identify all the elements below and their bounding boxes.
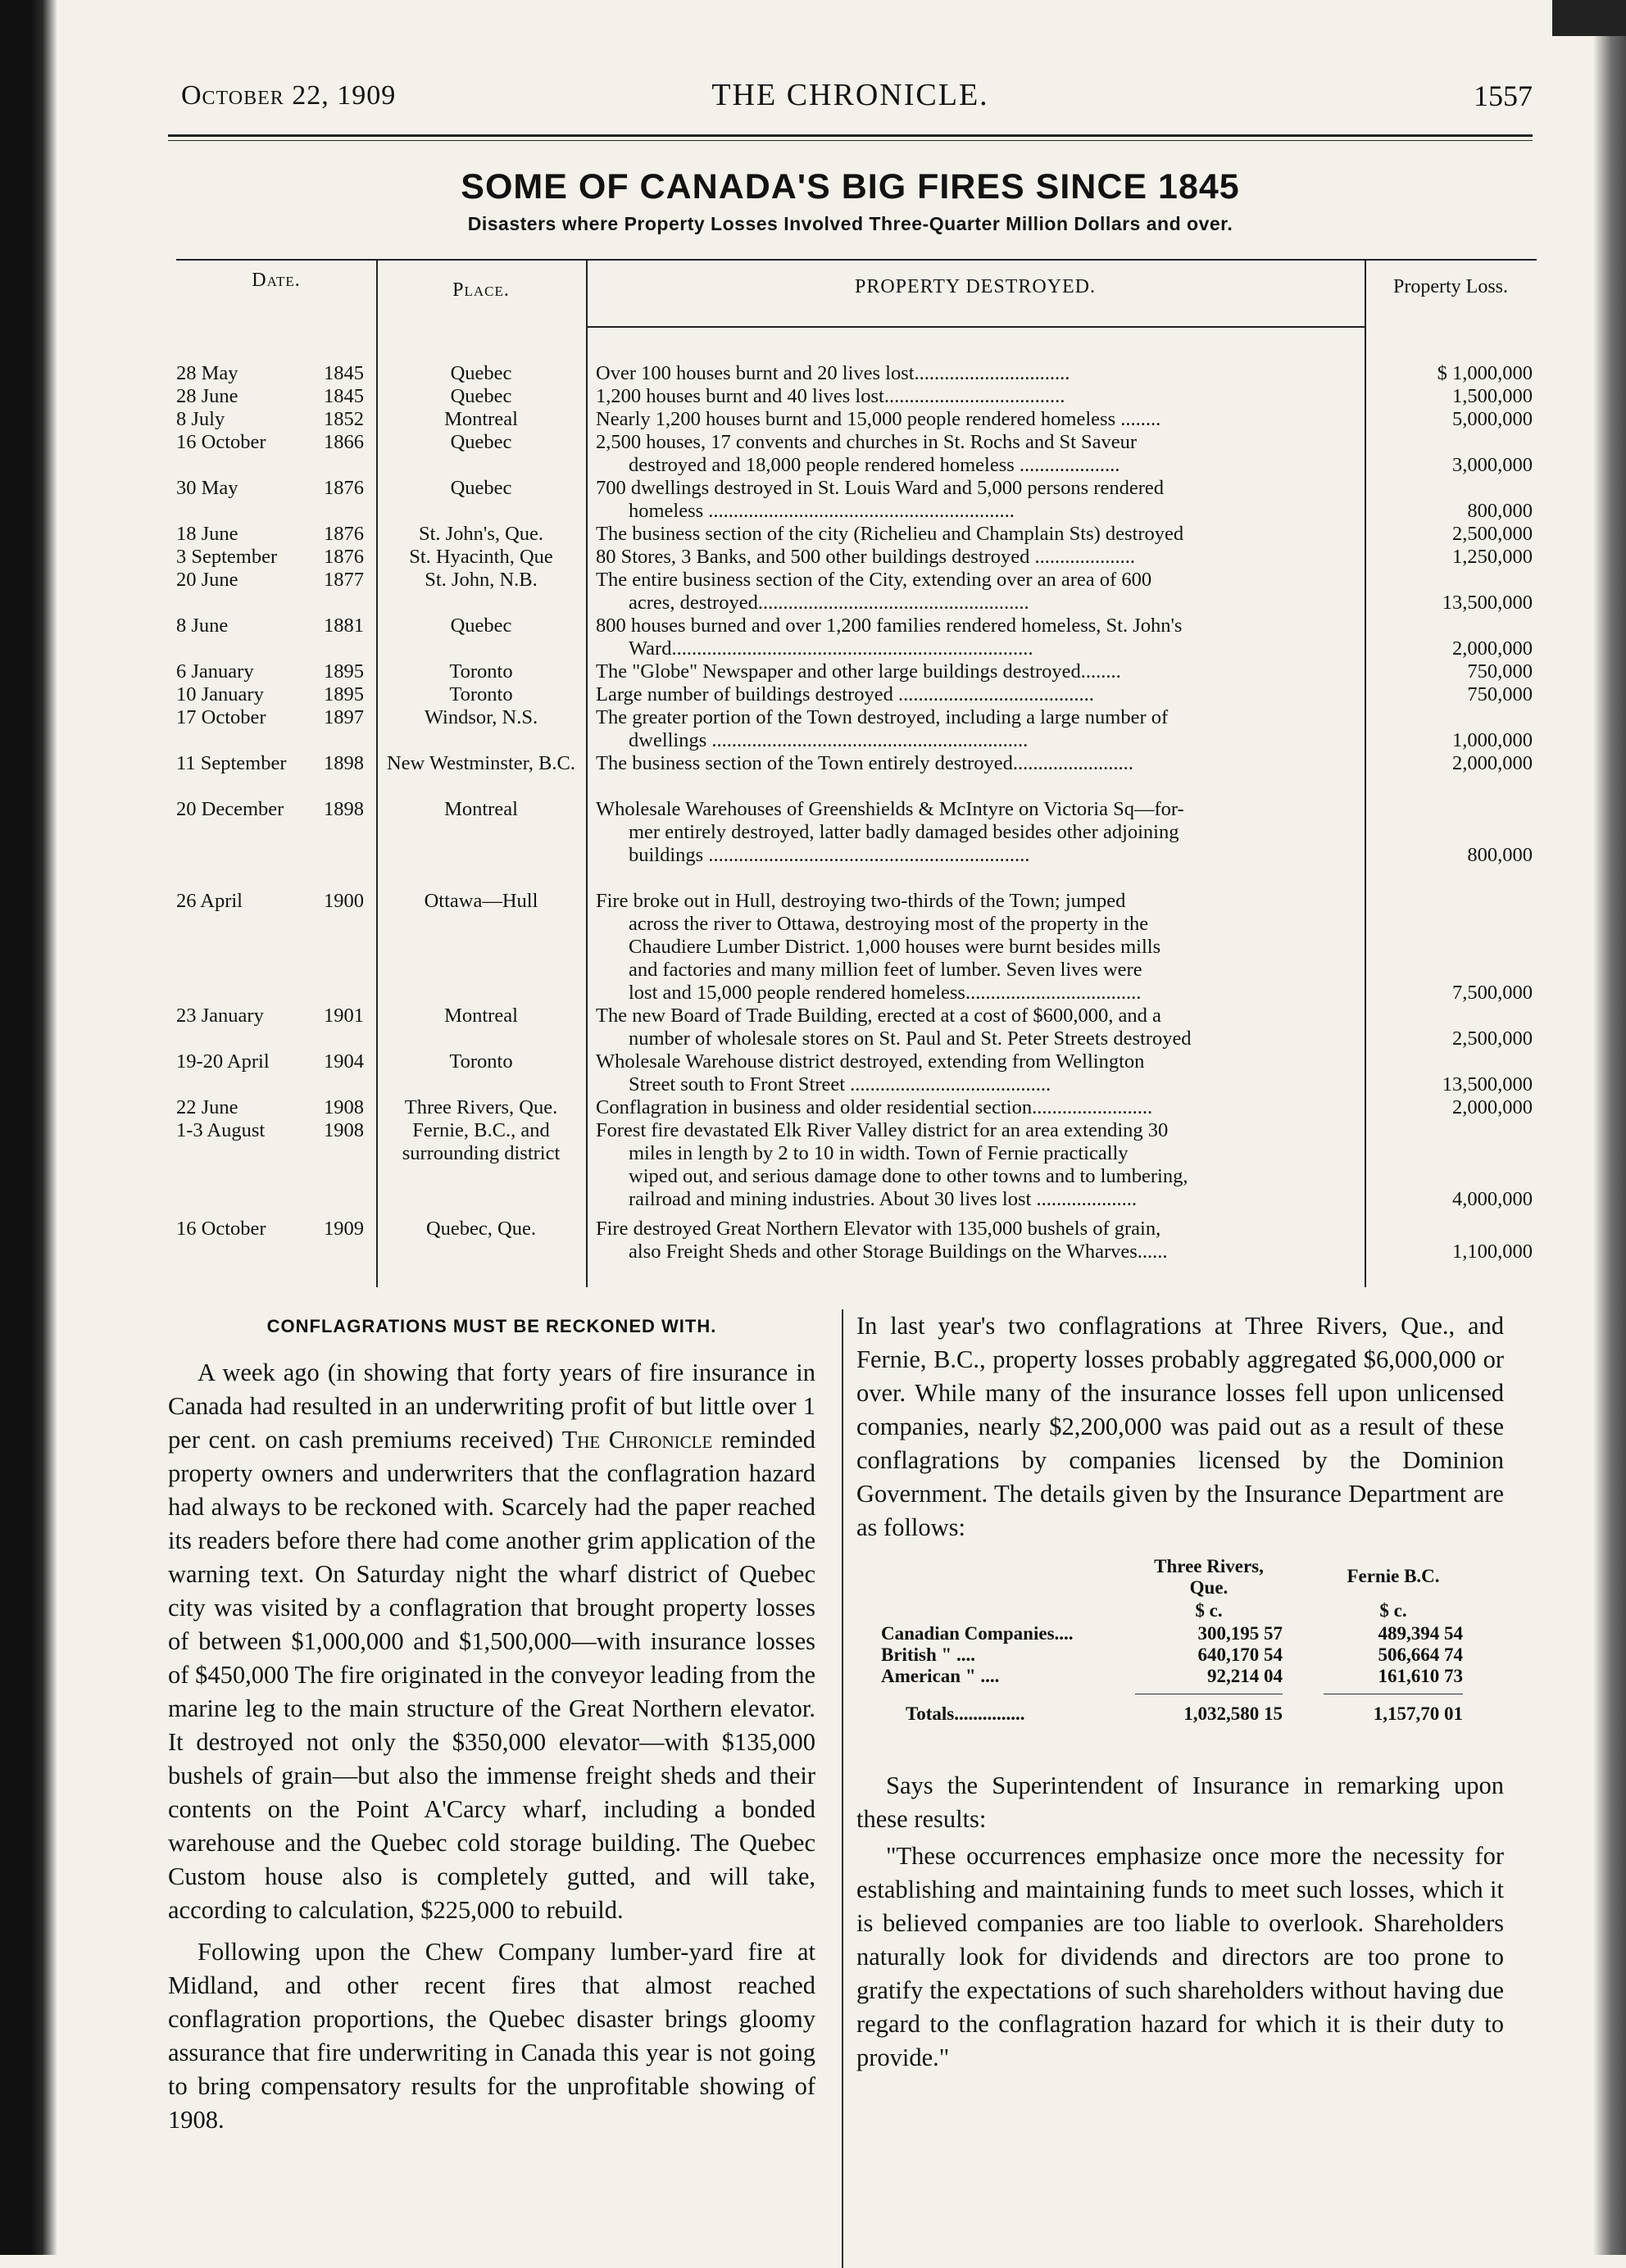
stats-col-fernie: Fernie B.C. — [1347, 1566, 1440, 1586]
cell-date: 6 January — [176, 660, 254, 683]
paragraph-4: Says the Superintendent of Insurance in remarking upon these results: — [856, 1771, 1504, 1833]
cell-place: Toronto — [449, 683, 513, 705]
cell-date: 8 June — [176, 615, 229, 637]
cell-date: 30 May — [176, 477, 238, 499]
paragraph-1 — [168, 1356, 815, 1927]
stats-cell: 161,610 73 — [1378, 1666, 1463, 1686]
header-property: PROPERTY DESTROYED. — [854, 276, 1097, 297]
cell-place: Quebec — [450, 477, 512, 499]
cell-property — [596, 615, 1358, 660]
col-rule-2 — [586, 259, 588, 1287]
header-underline — [586, 326, 1365, 328]
stats-row-label: Canadian Companies.... — [881, 1623, 1074, 1644]
cell-loss: 1,100,000 — [1452, 1241, 1533, 1263]
chronicle-name: The Chronicle — [561, 1426, 713, 1454]
cell-place: Toronto — [449, 1050, 513, 1073]
property-line: miles in length by 2 to 10 in width. Town of Fernie practically — [629, 1142, 1129, 1164]
property-line: 1,200 houses burnt and 40 lives lost.................................... — [596, 385, 1065, 407]
property-line: 700 dwellings destroyed in St. Louis Ward and 5,000 persons rendered — [596, 477, 1164, 499]
cell-place: St. John's, Que. — [418, 523, 544, 545]
stats-units-1: $ c. — [1195, 1600, 1223, 1621]
paragraph-1-part-a: A week ago (in showing that forty years of fire insurance in Canada had resulted in an underwriting profit of but little over 1 per cent. on cash premiums received) — [168, 1359, 815, 1454]
cell-property — [596, 1218, 1358, 1263]
cell-year: 1909 — [324, 1218, 364, 1240]
property-line: Forest fire devastated Elk River Valley district for an area extending 30 — [596, 1119, 1169, 1141]
cell-date: 26 April — [176, 890, 243, 912]
cell-year: 1898 — [324, 798, 364, 820]
cell-property — [596, 477, 1358, 523]
property-line: 2,500 houses, 17 convents and churches in St. Rochs and St Saveur — [596, 431, 1138, 453]
stats-cell: 92,214 04 — [1207, 1666, 1283, 1686]
cell-property — [596, 1096, 1358, 1119]
masthead: THE CHRONICLE. — [711, 78, 989, 112]
cell-loss: 4,000,000 — [1452, 1188, 1533, 1210]
cell-date: 16 October — [176, 1218, 266, 1240]
cell-loss: 750,000 — [1467, 660, 1533, 683]
cell-date: 8 July — [176, 408, 225, 430]
cell-property — [596, 431, 1358, 477]
property-line: Wholesale Warehouses of Greenshields & McIntyre on Victoria Sq—for- — [596, 798, 1184, 820]
cell-loss: 2,000,000 — [1452, 1096, 1533, 1118]
cell-year: 1845 — [324, 362, 364, 384]
cell-year: 1852 — [324, 408, 364, 430]
cell-loss: 2,500,000 — [1452, 523, 1533, 545]
property-line: across the river to Ottawa, destroying most of the property in the — [629, 913, 1149, 935]
cell-year: 1908 — [324, 1096, 364, 1118]
cell-year: 1898 — [324, 752, 364, 774]
property-line: The entire business section of the City, extending over an area of 600 — [596, 569, 1152, 591]
property-line: wiped out, and serious damage done to other towns and to lumbering, — [629, 1165, 1188, 1187]
cell-loss: 800,000 — [1467, 844, 1533, 866]
property-line: railroad and mining industries. About 30 lives lost .................... — [629, 1188, 1137, 1210]
article-column-left — [168, 1309, 815, 2137]
article-heading: CONFLAGRATIONS MUST BE RECKONED WITH. — [266, 1316, 717, 1336]
stats-cell: 489,394 54 — [1378, 1623, 1463, 1644]
cell-property — [596, 385, 1358, 408]
cell-property — [596, 1119, 1358, 1211]
cell-place: Quebec — [450, 615, 512, 637]
property-line: 800 houses burned and over 1,200 families rendered homeless, St. John's — [596, 615, 1183, 637]
property-line: buildings ................................................................ — [629, 844, 1030, 866]
cell-property — [596, 660, 1358, 683]
superintendent-quote: "These occurrences emphasize once more the necessity for establishing and maintaining funds to meet such losses, which it is believed companies are too liable to overlook. Shareholders naturally look for dividends and directors are too prone to gratify the expectations of such shareholders without having due regard to the conflagration hazard for which it is their duty to provide." — [856, 1842, 1504, 2071]
cell-place: Montreal — [444, 1005, 518, 1027]
cell-place: St. Hyacinth, Que — [409, 546, 553, 568]
cell-loss: 1,500,000 — [1452, 385, 1533, 407]
cell-place: Quebec — [450, 385, 512, 407]
running-head — [168, 72, 1533, 129]
property-line: and factories and many million feet of lumber. Seven lives were — [629, 959, 1142, 981]
loss-statistics-table — [856, 1556, 1504, 1761]
cell-place: Montreal — [444, 798, 518, 820]
page-title: SOME OF CANADA'S BIG FIRES SINCE 1845 — [461, 167, 1240, 206]
cell-loss: 2,000,000 — [1452, 752, 1533, 774]
property-line: Large number of buildings destroyed ....................................... — [596, 683, 1094, 705]
cell-year: 1876 — [324, 477, 364, 499]
property-line: The greater portion of the Town destroyed, including a large number of — [596, 706, 1169, 728]
stats-units-2: $ c. — [1379, 1600, 1407, 1621]
cell-loss: 1,000,000 — [1452, 729, 1533, 751]
cell-loss: 2,000,000 — [1452, 637, 1533, 660]
cell-property — [596, 362, 1358, 385]
cell-year: 1895 — [324, 683, 364, 705]
stats-cell: 640,170 54 — [1197, 1644, 1283, 1665]
property-line: acres, destroyed...................................................... — [629, 592, 1029, 614]
cell-date: 19-20 April — [176, 1050, 270, 1073]
cell-date: 3 September — [176, 546, 278, 568]
cell-loss: 7,500,000 — [1452, 982, 1533, 1004]
column-divider — [842, 1309, 843, 2268]
property-line: Chaudiere Lumber District. 1,000 houses were burnt besides mills — [629, 936, 1161, 958]
table-top-rule — [176, 259, 1537, 261]
fires-table — [176, 259, 1537, 1300]
cell-year: 1904 — [324, 1050, 364, 1073]
cell-date: 28 June — [176, 385, 238, 407]
cell-date: 11 September — [176, 752, 287, 774]
cell-date: 17 October — [176, 706, 266, 728]
cell-property — [596, 546, 1358, 569]
header-date: Date. — [252, 270, 301, 291]
scan-corner — [1552, 0, 1626, 36]
cell-place: Windsor, N.S. — [424, 706, 538, 728]
header-place: Place. — [452, 279, 510, 301]
head-rule-top — [168, 134, 1533, 137]
stats-col-three-rivers: Three Rivers, Que. — [1154, 1556, 1264, 1598]
cell-loss: 13,500,000 — [1442, 592, 1533, 614]
property-line: destroyed and 18,000 people rendered homeless .................... — [629, 454, 1120, 476]
paragraph-3: In last year's two conflagrations at Three Rivers, Que., and Fernie, B.C., property losses probably aggregated $6,000,000 or over. While many of the insurance losses fell upon unlicensed companies, nearly $2,200,000 was paid out as a result of these conflagrations by companies licensed by the Dominion Government. The details given by the Insurance Department are as follows: — [856, 1312, 1504, 1541]
cell-year: 1876 — [324, 523, 364, 545]
cell-loss: $ 1,000,000 — [1437, 362, 1533, 384]
head-rule-bottom — [168, 140, 1533, 141]
property-line: The new Board of Trade Building, erected at a cost of $600,000, and a — [596, 1005, 1161, 1027]
cell-loss: 750,000 — [1467, 683, 1533, 705]
property-line: The "Globe" Newspaper and other large buildings destroyed........ — [596, 660, 1121, 683]
cell-place: Three Rivers, Que. — [404, 1096, 558, 1118]
property-line: mer entirely destroyed, latter badly damaged besides other adjoining — [629, 821, 1179, 843]
header-loss: Property Loss. — [1393, 276, 1508, 297]
stats-total-2: 1,157,70 01 — [1373, 1703, 1463, 1724]
stats-total-1: 1,032,580 15 — [1183, 1703, 1283, 1724]
newspaper-page — [168, 72, 1533, 2134]
cell-property — [596, 1050, 1358, 1096]
property-line: Conflagration in business and older residential section........................ — [596, 1096, 1153, 1118]
cell-year: 1845 — [324, 385, 364, 407]
property-line: homeless ............................................................. — [629, 500, 1015, 522]
cell-place: Quebec, Que. — [425, 1218, 536, 1240]
cell-loss: 1,250,000 — [1452, 546, 1533, 568]
stats-cell: 506,664 74 — [1378, 1644, 1463, 1665]
property-line: Over 100 houses burnt and 20 lives lost............................... — [596, 362, 1070, 384]
cell-place: New Westminster, B.C. — [386, 752, 575, 774]
cell-year: 1897 — [324, 706, 364, 728]
cell-property — [596, 798, 1358, 867]
cell-year: 1901 — [324, 1005, 364, 1027]
property-line: 80 Stores, 3 Banks, and 500 other buildings destroyed .................... — [596, 546, 1136, 568]
cell-place: Fernie, B.C., and surrounding district — [402, 1119, 561, 1164]
property-line: The business section of the city (Richelieu and Champlain Sts) destroyed — [596, 523, 1184, 545]
cell-year: 1881 — [324, 615, 364, 637]
col-rule-3 — [1365, 259, 1366, 1287]
cell-property — [596, 1005, 1358, 1050]
cell-loss: 3,000,000 — [1452, 454, 1533, 476]
cell-place: Montreal — [444, 408, 518, 430]
cell-property — [596, 683, 1358, 706]
scan-edge-left — [0, 0, 57, 2255]
cell-place: Quebec — [450, 431, 512, 453]
stats-row-label: British " .... — [881, 1644, 975, 1665]
cell-date: 22 June — [176, 1096, 238, 1118]
cell-property — [596, 523, 1358, 546]
cell-date: 1-3 August — [176, 1119, 266, 1141]
article-column-right — [856, 1309, 1504, 2075]
property-line: The business section of the Town entirely destroyed........................ — [596, 752, 1133, 774]
property-line: Ward........................................................................ — [629, 637, 1033, 660]
cell-date: 28 May — [176, 362, 238, 384]
property-line: lost and 15,000 people rendered homeless................................... — [629, 982, 1142, 1004]
cell-place: Ottawa—Hull — [424, 890, 538, 912]
property-line: Wholesale Warehouse district destroyed, extending from Wellington — [596, 1050, 1145, 1073]
property-line: also Freight Sheds and other Storage Buildings on the Wharves...... — [629, 1241, 1168, 1263]
cell-loss: 800,000 — [1467, 500, 1533, 522]
property-line: dwellings ............................................................... — [629, 729, 1029, 751]
cell-date: 10 January — [176, 683, 264, 705]
property-line: Fire broke out in Hull, destroying two-thirds of the Town; jumped — [596, 890, 1126, 912]
cell-property — [596, 890, 1358, 1005]
property-line: Nearly 1,200 houses burnt and 15,000 people rendered homeless ........ — [596, 408, 1161, 430]
stats-total-label: Totals............... — [906, 1703, 1025, 1724]
paragraph-1-part-b: reminded property owners and underwriters that the conflagration hazard had always to be reckoned with. Scarcely had the paper reached its readers before there had come another grim application of the warning text. On Saturday night the wharf district of Quebec city was visited by a conflagration that brought property losses of between $1,000,000 and $1,500,000—with insurance losses of $450,000 The fire originated in the conveyor leading from the marine leg to the main structure of the Great Northern elevator. It destroyed not only the $350,000 elevator—with $135,000 bushels of grain—but also the immense freight sheds and their contents on the Point A'Carcy wharf, including a bonded warehouse and the Quebec cold storage building. The Quebec Custom house also is completely gutted, and will take, according to calculation, $225,000 to rebuild. — [168, 1426, 816, 1924]
cell-property — [596, 408, 1358, 431]
cell-loss: 5,000,000 — [1452, 408, 1533, 430]
cell-date: 20 June — [176, 569, 238, 591]
cell-year: 1908 — [324, 1119, 364, 1141]
cell-date: 23 January — [176, 1005, 264, 1027]
cell-place: Toronto — [449, 660, 513, 683]
stats-row-label: American " .... — [881, 1666, 1000, 1686]
paragraph-2: Following upon the Chew Company lumber-yard fire at Midland, and other recent fires that almost reached conflagration proportions, the Quebec disaster brings gloomy assurance that fire underwriting in Canada this year is not going to bring compensatory results for the unprofitable showing of 1908. — [168, 1938, 815, 2134]
stats-cell: 300,195 57 — [1197, 1623, 1283, 1644]
property-line: Fire destroyed Great Northern Elevator with 135,000 bushels of grain, — [596, 1218, 1161, 1240]
cell-date: 18 June — [176, 523, 238, 545]
cell-loss: 13,500,000 — [1442, 1073, 1533, 1095]
cell-date: 16 October — [176, 431, 266, 453]
cell-year: 1895 — [324, 660, 364, 683]
page-number: 1557 — [1474, 79, 1533, 112]
col-rule-1 — [376, 259, 378, 1287]
cell-year: 1877 — [324, 569, 364, 591]
cell-property — [596, 569, 1358, 615]
page-subtitle: Disasters where Property Losses Involved Three-Quarter Million Dollars and over. — [467, 213, 1233, 234]
cell-place: Quebec — [450, 362, 512, 384]
cell-year: 1876 — [324, 546, 364, 568]
cell-property — [596, 752, 1358, 775]
cell-loss: 2,500,000 — [1452, 1027, 1533, 1050]
cell-year: 1866 — [324, 431, 364, 453]
cell-place: St. John, N.B. — [425, 569, 538, 591]
issue-date: October 22, 1909 — [181, 80, 397, 111]
cell-property — [596, 706, 1358, 752]
cell-year: 1900 — [324, 890, 364, 912]
property-line: Street south to Front Street ........................................ — [629, 1073, 1051, 1095]
scan-edge-right — [1593, 0, 1626, 2255]
cell-date: 20 December — [176, 798, 284, 820]
property-line: number of wholesale stores on St. Paul and St. Peter Streets destroyed — [629, 1027, 1192, 1050]
